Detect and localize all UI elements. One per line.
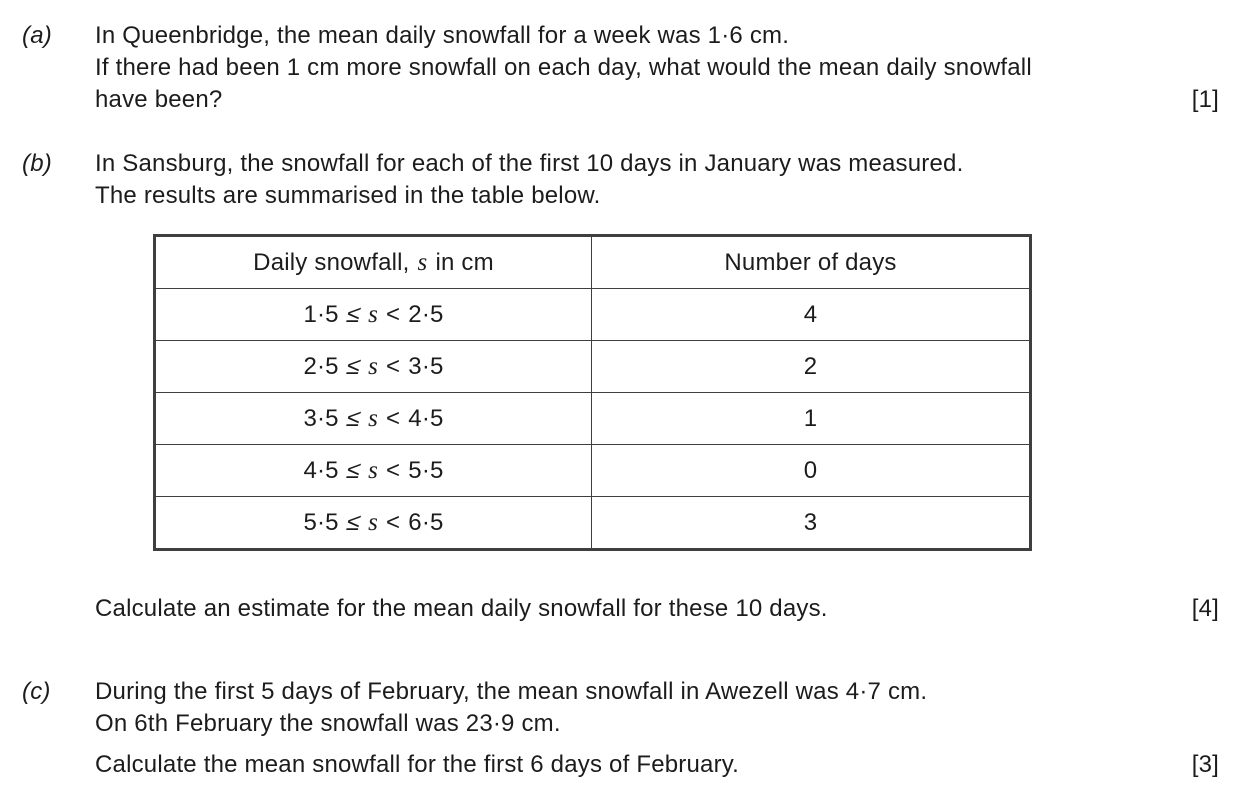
- range-upper: 5·5: [408, 456, 444, 484]
- range-expression: [303, 353, 443, 381]
- question-b-marks: [4]: [1191, 595, 1219, 622]
- table-row: [155, 445, 1031, 497]
- question-c-marks: [3]: [1191, 751, 1219, 778]
- range-upper: 4·5: [408, 404, 444, 432]
- range-upper: 2·5: [408, 300, 444, 328]
- question-c-label: (c): [22, 678, 51, 705]
- range-cell: [155, 341, 592, 393]
- lt-symbol: <: [386, 456, 401, 484]
- range-cell: [155, 393, 592, 445]
- table-row: [155, 497, 1031, 550]
- days-cell: 2: [592, 341, 1031, 393]
- leq-symbol: ≤: [343, 404, 364, 432]
- range-lower: 5·5: [303, 508, 339, 536]
- range-cell: [155, 497, 592, 550]
- question-b-text: [95, 148, 1219, 212]
- variable-s: s: [368, 404, 379, 432]
- table-header-row: [155, 236, 1031, 289]
- header-prefix: Daily snowfall,: [253, 248, 410, 276]
- header-suffix: in cm: [435, 248, 494, 276]
- question-a-label: (a): [22, 22, 52, 49]
- variable-s: s: [368, 508, 379, 536]
- range-lower: 3·5: [303, 404, 339, 432]
- question-a-line-3-text: have been?: [95, 86, 223, 113]
- range-cell: [155, 289, 592, 341]
- lt-symbol: <: [386, 300, 401, 328]
- lt-symbol: <: [386, 352, 401, 380]
- question-a-text: [95, 20, 1219, 116]
- question-a-line-3: [95, 84, 1219, 116]
- range-expression: [303, 509, 443, 537]
- question-b-prompt: Calculate an estimate for the mean daily snowfall for these 10 days.: [95, 595, 828, 622]
- column-header-daily-snowfall-parts: [253, 249, 494, 277]
- lt-symbol: <: [386, 508, 401, 536]
- column-header-daily-snowfall: [155, 236, 592, 289]
- range-upper: 3·5: [408, 352, 444, 380]
- question-a-line-2: If there had been 1 cm more snowfall on each day, what would the mean daily snowfall: [95, 54, 1032, 81]
- table-row: [155, 393, 1031, 445]
- question-c-line-2: On 6th February the snowfall was 23·9 cm.: [95, 710, 561, 737]
- range-expression: [303, 405, 443, 433]
- leq-symbol: ≤: [343, 456, 364, 484]
- range-cell: [155, 445, 592, 497]
- table-row: [155, 289, 1031, 341]
- days-cell: 1: [592, 393, 1031, 445]
- days-cell: 4: [592, 289, 1031, 341]
- table-row: [155, 341, 1031, 393]
- range-lower: 4·5: [303, 456, 339, 484]
- snowfall-frequency-table: [153, 234, 1032, 551]
- leq-symbol: ≤: [343, 352, 364, 380]
- question-b-label: (b): [22, 150, 52, 177]
- leq-symbol: ≤: [343, 300, 364, 328]
- question-b-line-1: In Sansburg, the snowfall for each of the first 10 days in January was measured.: [95, 150, 964, 177]
- question-a: [22, 20, 1219, 116]
- question-c-text: [95, 676, 1219, 740]
- range-lower: 2·5: [303, 352, 339, 380]
- question-c-prompt-row: [22, 749, 1219, 781]
- range-expression: [303, 301, 443, 329]
- variable-s: s: [368, 352, 379, 380]
- question-a-line-1: In Queenbridge, the mean daily snowfall for a week was 1·6 cm.: [95, 22, 790, 49]
- variable-s: s: [417, 248, 428, 276]
- lt-symbol: <: [386, 404, 401, 432]
- leq-symbol: ≤: [343, 508, 364, 536]
- range-lower: 1·5: [303, 300, 339, 328]
- question-a-marks: [1]: [1191, 86, 1219, 113]
- question-c: [22, 676, 1219, 740]
- range-expression: [303, 457, 443, 485]
- days-cell: 0: [592, 445, 1031, 497]
- column-header-number-of-days: Number of days: [592, 236, 1031, 289]
- days-cell: 3: [592, 497, 1031, 550]
- question-b-prompt-row: [22, 593, 1219, 625]
- range-upper: 6·5: [408, 508, 444, 536]
- variable-s: s: [368, 456, 379, 484]
- variable-s: s: [368, 300, 379, 328]
- question-c-line-1: During the first 5 days of February, the mean snowfall in Awezell was 4·7 cm.: [95, 678, 928, 705]
- question-b-line-2: The results are summarised in the table below.: [95, 182, 601, 209]
- question-b: [22, 148, 1219, 212]
- question-c-prompt: Calculate the mean snowfall for the first 6 days of February.: [95, 751, 740, 778]
